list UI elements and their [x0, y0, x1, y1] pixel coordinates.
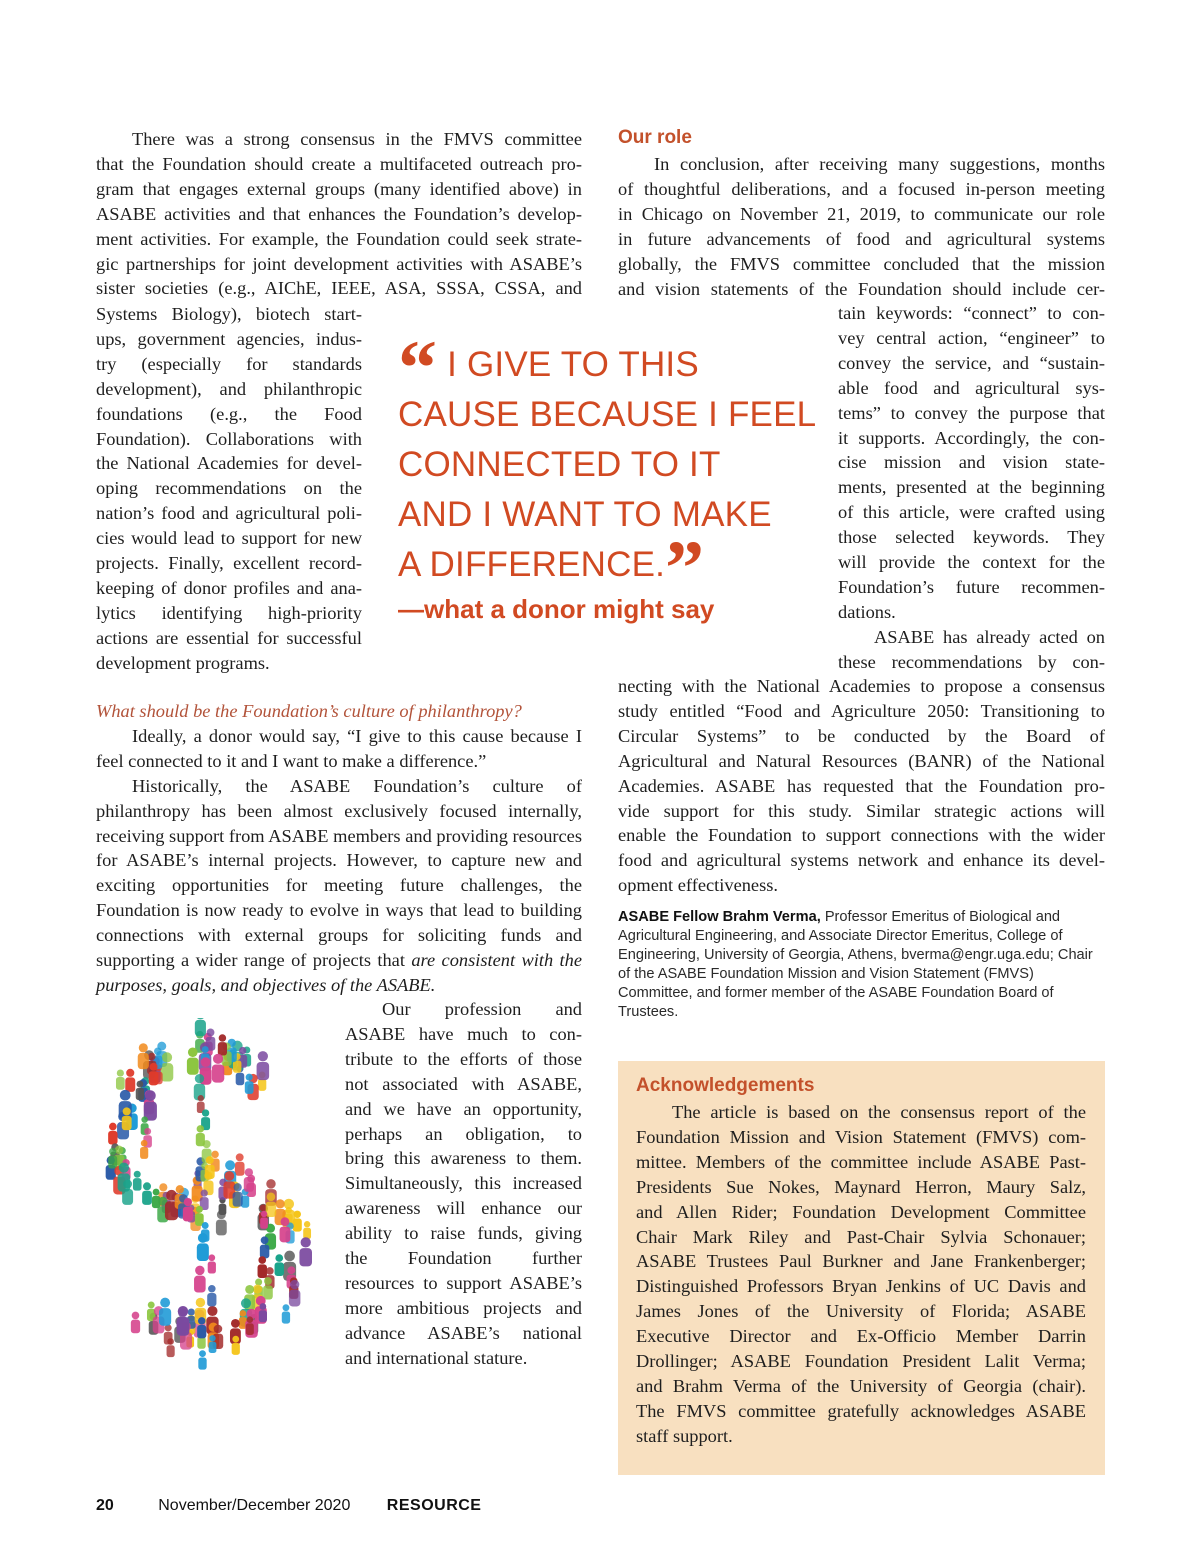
text-line: tain keywords: “connect” to con- — [838, 303, 1105, 323]
text-line: nation’s food and agricultural poli- — [96, 503, 362, 524]
text-line: Circular Systems” to be conducted by the Board of — [618, 725, 1105, 746]
right-narrow-paragraph — [838, 301, 1105, 675]
text-line: development), and philanthropic — [96, 378, 362, 399]
text-line: perhaps an obligation, to — [345, 1123, 582, 1144]
person-figure — [289, 1280, 300, 1307]
pull-quote-text: I GIVE TO THIS — [447, 345, 699, 384]
text-line: able food and agricultural sys- — [838, 377, 1105, 398]
page-footer — [96, 1497, 481, 1515]
text-line: these recommendations by con- — [838, 651, 1105, 672]
body-paragraph: Ideally, a donor would say, “I give to this cause because I feel connected to it and I want to make a difference.” — [96, 725, 582, 771]
text-line: ASABE activities and that enhances the Foundation’s develop- — [96, 203, 582, 224]
text-line: There was a strong consensus in the FMVS committee — [132, 129, 582, 149]
text-line: cies would lead to support for new — [96, 528, 362, 549]
text-line: and we have an opportunity, — [345, 1098, 582, 1119]
magazine-name: RESOURCE — [386, 1497, 482, 1514]
text-line: in future advancements of food and agricultural systems — [618, 228, 1105, 249]
people-figures — [106, 1018, 312, 1370]
author-name: ASABE Fellow Brahm Verma, — [618, 909, 821, 925]
text-line: advance ASABE’s national — [345, 1322, 582, 1343]
person-figure — [152, 1189, 160, 1208]
text-line: sister societies (e.g., AIChE, IEEE, ASA, SSSA, CSSA, and — [96, 278, 582, 299]
text-line: vide support for this study. Similar strategic actions will — [618, 800, 1105, 821]
text-line: those selected keywords. They — [838, 527, 1105, 548]
culture-section — [96, 699, 582, 998]
person-figure — [233, 1183, 243, 1206]
person-figure — [216, 1210, 227, 1235]
text-line: the National Academies for devel- — [96, 453, 362, 474]
person-figure — [266, 1192, 277, 1216]
text-line: dations. — [838, 601, 896, 622]
text-line: the Foundation further — [345, 1248, 582, 1269]
text-line: and Brahm Verma of the University of Georgia (chair). — [636, 1375, 1086, 1396]
person-figure — [140, 1140, 148, 1159]
right-top-paragraph — [618, 152, 1105, 301]
person-figure — [257, 1051, 270, 1080]
pull-quote-text: A DIFFERENCE. — [398, 545, 666, 584]
left-intro-paragraph — [96, 127, 582, 301]
text-line: and vision statements of the Foundation should include cer- — [618, 278, 1105, 299]
body-text: Historically, the ASABE Foundation’s culture of philanthropy has been almost exclusively focused internally, receiving support from ASABE members and providing resources for ASABE’s internal projects. However, to capture new and exciting opportunities for meeting future challenges, the Foundation is now ready to evolve in ways that lead to building connections with external groups for soliciting funds and supporting a wider range of projects that — [96, 775, 582, 971]
person-figure — [122, 1180, 133, 1205]
body-text-italic: are consistent with the purposes, goals, and objectives of the ASABE. — [96, 950, 582, 995]
text-line: gic partnerships for joint development activities with ASABE’s — [96, 253, 582, 274]
text-line: Distinguished Professors Bryan Jenkins of UC Davis and — [636, 1276, 1086, 1297]
text-line: Foundation’s future recommen- — [838, 576, 1105, 597]
right-bottom-paragraph — [618, 674, 1105, 898]
person-figure — [293, 1211, 302, 1232]
text-line: it supports. Accordingly, the con- — [838, 427, 1105, 448]
text-line: Academies. ASABE has requested that the Foundation pro- — [618, 775, 1105, 796]
pull-quote-line: AND I WANT TO MAKE — [398, 495, 772, 534]
person-figure — [142, 1182, 152, 1205]
acknowledgements-text — [636, 1100, 1086, 1449]
text-line: foundations (e.g., the Food — [96, 403, 362, 424]
acknowledgements-heading: Acknowledgements — [636, 1075, 815, 1096]
text-line: of this article, were crafted using — [838, 502, 1105, 523]
text-line: will provide the context for the — [838, 552, 1105, 573]
text-line: mittee. Members of the committee include ASABE Past- — [636, 1151, 1086, 1172]
pull-quote-line: CONNECTED TO IT — [398, 445, 721, 484]
person-figure — [164, 1324, 173, 1344]
dollar-people-illustration — [76, 1018, 336, 1378]
body-paragraph — [96, 774, 582, 998]
left-narrow-paragraph — [96, 302, 362, 676]
text-line: ASABE has already acted on — [874, 626, 1105, 647]
text-line: opment effectiveness. — [618, 875, 779, 896]
text-line: awareness will enhance our — [345, 1198, 582, 1219]
person-figure — [194, 1266, 206, 1293]
text-line: Executive Director and Ex-Officio Member Darrin — [636, 1326, 1086, 1347]
text-line: ability to raise funds, giving — [345, 1223, 582, 1244]
person-figure — [131, 1312, 140, 1334]
text-line: oping recommendations on the — [96, 478, 362, 499]
left-beside-image-paragraph — [345, 997, 582, 1371]
person-figure — [136, 1081, 144, 1100]
text-line: and international stature. — [345, 1347, 528, 1368]
person-figure — [208, 1254, 216, 1273]
person-figure — [183, 1198, 193, 1221]
person-figure — [144, 1090, 157, 1120]
text-line: ASABE have much to con- — [345, 1023, 582, 1044]
person-figure — [197, 1317, 206, 1338]
pull-quote-line — [398, 324, 808, 411]
person-figure — [235, 1153, 245, 1175]
person-figure — [246, 1316, 254, 1335]
person-figure — [280, 1217, 291, 1242]
text-line: ment activities. For example, the Foundation could seek strate- — [96, 228, 582, 249]
pull-quote-attribution: —what a donor might say — [398, 594, 715, 624]
acknowledgements-box — [618, 1061, 1105, 1475]
text-line: The article is based on the consensus report of the — [672, 1102, 1086, 1122]
text-line: ASABE Trustees Paul Burkner and Jane Frankenberger; — [636, 1251, 1086, 1272]
person-figure — [197, 1233, 209, 1261]
text-line: tribute to the efforts of those — [345, 1048, 582, 1069]
person-figure — [177, 1306, 190, 1336]
person-figure — [303, 1221, 311, 1239]
person-figure — [187, 1047, 199, 1074]
text-line: of thoughtful deliberations, and a focused in-person meeting — [618, 178, 1105, 199]
text-line: more ambitious projects and — [345, 1297, 582, 1318]
person-figure — [195, 1018, 206, 1036]
text-line: Foundation Mission and Vision Statement (FMVS) com- — [636, 1126, 1086, 1147]
text-line: lytics identifying high-priority — [96, 602, 362, 623]
text-line: The FMVS committee gratefully acknowledges ASABE — [636, 1400, 1086, 1421]
person-figure — [218, 1034, 227, 1055]
text-line: enable the Foundation to support connections with the wider — [618, 825, 1105, 846]
text-line: Systems Biology), biotech start- — [96, 304, 362, 324]
author-bio-text: Professor Emeritus of Biological and Agricultural Engineering, and Associate Director Emeritus, College of Engineering, University of Georgia, Athens, bverma@engr.uga.edu; Chair of the ASABE Foundation Mission and Vision Statement (FMVS) Committee, and former member of the ASABE Foundation Board of Trustees. — [618, 909, 1093, 1020]
text-line: actions are essential for successful — [96, 627, 362, 648]
text-line: In conclusion, after receiving many suggestions, months — [654, 154, 1105, 174]
text-line: development programs. — [96, 652, 270, 673]
person-figure — [259, 1303, 267, 1322]
person-figure — [258, 1256, 267, 1278]
close-quote-mark: ” — [665, 524, 705, 611]
person-figure — [108, 1123, 117, 1145]
person-figure — [133, 1171, 142, 1191]
text-line: Chair Mark Riley and Past-Chair Sylvia Schonauer; — [636, 1226, 1086, 1247]
open-quote-mark: “ — [398, 324, 438, 411]
text-line: ups, government agencies, indus- — [96, 328, 362, 349]
text-line: in Chicago on November 21, 2019, to communicate our role — [618, 203, 1105, 224]
pull-quote-line: CAUSE BECAUSE I FEEL — [398, 395, 817, 434]
text-line: Drollinger; ASABE Foundation President Lalit Verma; — [636, 1351, 1086, 1372]
person-figure — [149, 1063, 159, 1085]
text-line: not associated with ASABE, — [345, 1073, 582, 1094]
text-line: keeping of donor profiles and ana- — [96, 577, 362, 598]
text-line: cise mission and vision state- — [838, 452, 1105, 473]
person-figure — [260, 1236, 269, 1258]
person-figure — [212, 1054, 224, 1083]
person-figure — [195, 1206, 204, 1226]
text-line: necting with the National Academies to propose a consensus — [618, 676, 1105, 696]
text-line: Our profession and — [382, 999, 582, 1019]
person-figure — [260, 1211, 268, 1229]
person-figure — [275, 1254, 284, 1276]
text-line: try (especially for standards — [96, 353, 362, 374]
text-line: globally, the FMVS committee concluded that the mission — [618, 253, 1105, 274]
person-figure — [116, 1070, 125, 1090]
text-line: staff support. — [636, 1425, 733, 1446]
person-figure — [299, 1237, 312, 1266]
text-line: James Jones of the University of Florida; ASABE — [636, 1301, 1086, 1322]
person-figure — [245, 1074, 254, 1094]
text-line: resources to support ASABE’s — [345, 1272, 582, 1293]
issue-date: November/December 2020 — [158, 1497, 351, 1514]
person-figure — [159, 1298, 171, 1326]
person-figure — [198, 1350, 206, 1369]
section-subheading: What should be the Foundation’s culture of philanthropy? — [96, 701, 522, 721]
text-line: vey central action, “engineer” to — [838, 327, 1105, 348]
text-line: ments, presented at the beginning — [838, 477, 1105, 498]
text-line: food and agricultural systems network and enhance its devel- — [618, 850, 1105, 871]
person-figure — [244, 1168, 254, 1192]
text-line: Presidents Sue Nokes, Maynard Herron, Maury Salz, — [636, 1176, 1086, 1197]
text-line: Foundation). Collaborations with — [96, 428, 362, 449]
person-figure — [209, 1335, 217, 1353]
our-role-heading: Our role — [618, 127, 692, 148]
person-figure — [263, 1277, 273, 1299]
text-line: tems” to convey the purpose that — [838, 402, 1105, 423]
text-line: Simultaneously, this increased — [345, 1173, 582, 1194]
person-figure — [125, 1069, 135, 1092]
text-line: Agricultural and Natural Resources (BANR) of the National — [618, 750, 1105, 771]
person-figure — [138, 1043, 149, 1069]
page-number: 20 — [96, 1497, 114, 1514]
author-bio — [618, 908, 1105, 1022]
person-figure — [232, 1336, 240, 1355]
person-figure — [108, 1148, 117, 1169]
person-figure — [282, 1304, 290, 1323]
person-figure — [207, 1285, 216, 1306]
text-line: that the Foundation should create a multifaceted outreach pro- — [96, 153, 582, 174]
text-line: gram that engages external groups (many identified above) in — [96, 178, 582, 199]
text-line: and Allen Rider; Foundation Development Committee — [636, 1201, 1086, 1222]
text-line: projects. Finally, excellent record- — [96, 553, 362, 574]
text-line: bring this awareness to them. — [345, 1148, 582, 1169]
text-line: study entitled “Food and Agriculture 2050: Transitioning to — [618, 700, 1105, 721]
text-line: convey the service, and “sustain- — [838, 352, 1105, 373]
person-figure — [122, 1107, 132, 1130]
pull-quote — [398, 324, 817, 626]
